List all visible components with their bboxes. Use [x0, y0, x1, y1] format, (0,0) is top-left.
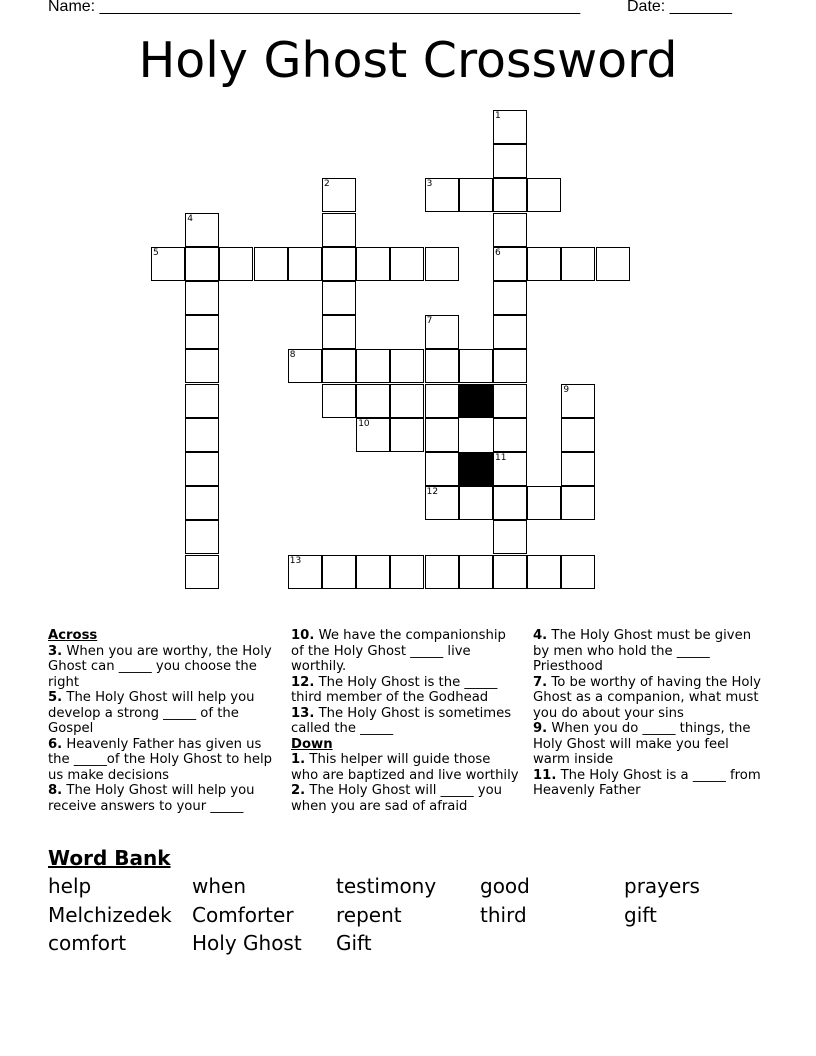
- word-bank-item: Melchizedek: [48, 903, 172, 927]
- grid-cell[interactable]: [322, 555, 356, 589]
- word-bank-item: prayers: [624, 874, 700, 898]
- clue-number: 2: [324, 179, 330, 190]
- grid-cell[interactable]: [185, 452, 219, 486]
- across-clue-12: 12. The Holy Ghost is the _____ third member of the Godhead: [291, 674, 498, 705]
- grid-cell[interactable]: [254, 247, 288, 281]
- grid-cell[interactable]: [390, 349, 424, 383]
- grid-cell[interactable]: [493, 144, 527, 178]
- grid-cell[interactable]: [185, 213, 219, 247]
- grid-cell[interactable]: [288, 247, 322, 281]
- grid-cell[interactable]: [288, 555, 322, 589]
- grid-cell[interactable]: [493, 247, 527, 281]
- grid-cell[interactable]: [425, 486, 459, 520]
- grid-cell[interactable]: [459, 178, 493, 212]
- grid-cell[interactable]: [596, 247, 630, 281]
- grid-cell[interactable]: [561, 418, 595, 452]
- word-bank-item: when: [192, 874, 247, 898]
- grid-cell[interactable]: [493, 486, 527, 520]
- grid-cell[interactable]: [185, 349, 219, 383]
- grid-cell[interactable]: [493, 418, 527, 452]
- grid-cell[interactable]: [493, 315, 527, 349]
- grid-cell[interactable]: [185, 418, 219, 452]
- word-bank-item: repent: [336, 903, 402, 927]
- clue-number: 11: [495, 453, 507, 463]
- grid-cell[interactable]: [322, 315, 356, 349]
- across-clue-13: 13. The Holy Ghost is sometimes called the _____: [291, 705, 512, 736]
- word-bank-item: Holy Ghost: [192, 931, 302, 955]
- grid-cell[interactable]: [493, 110, 527, 144]
- down-clue-11: 11. The Holy Ghost is a _____ from Heavenly Father: [533, 767, 761, 798]
- black-cell: [459, 384, 493, 418]
- grid-cell[interactable]: [390, 555, 424, 589]
- grid-cell[interactable]: [390, 384, 424, 418]
- clues-column-1: [48, 628, 278, 814]
- clues-column-2: [291, 628, 521, 814]
- clue-number: 4: [187, 213, 193, 224]
- grid-cell[interactable]: [493, 555, 527, 589]
- grid-cell[interactable]: [425, 384, 459, 418]
- grid-cell[interactable]: [493, 349, 527, 383]
- grid-cell[interactable]: [322, 247, 356, 281]
- word-bank-item: comfort: [48, 931, 127, 955]
- grid-cell[interactable]: [425, 452, 459, 486]
- grid-cell[interactable]: [356, 384, 390, 418]
- grid-cell[interactable]: [493, 178, 527, 212]
- clue-number: 1: [495, 111, 501, 121]
- across-clue-6: 6. Heavenly Father has given us the _____of the Holy Ghost to help us make decisions: [48, 736, 273, 783]
- grid-cell[interactable]: [425, 418, 459, 452]
- grid-cell[interactable]: [527, 247, 561, 281]
- down-heading: Down: [291, 736, 333, 752]
- grid-cell[interactable]: [151, 247, 185, 281]
- grid-cell[interactable]: [390, 247, 424, 281]
- across-clue-3: 3. When you are worthy, the Holy Ghost can _____ you choose the right: [48, 643, 272, 690]
- grid-cell[interactable]: [185, 281, 219, 315]
- word-bank-item: Comforter: [192, 903, 294, 927]
- word-bank-item: help: [48, 874, 92, 898]
- grid-cell[interactable]: [459, 349, 493, 383]
- grid-cell[interactable]: [561, 384, 595, 418]
- grid-cell[interactable]: [185, 555, 219, 589]
- grid-cell[interactable]: [493, 452, 527, 486]
- clue-number: 5: [153, 247, 159, 258]
- grid-cell[interactable]: [561, 247, 595, 281]
- grid-cell[interactable]: [288, 349, 322, 383]
- across-clue-8: 8. The Holy Ghost will help you receive answers to your _____: [48, 783, 255, 814]
- grid-cell[interactable]: [493, 384, 527, 418]
- grid-cell[interactable]: [185, 520, 219, 554]
- grid-cell[interactable]: [322, 384, 356, 418]
- grid-cell[interactable]: [425, 247, 459, 281]
- word-bank-item: testimony: [336, 874, 437, 898]
- grid-cell[interactable]: [425, 178, 459, 212]
- grid-cell[interactable]: [493, 281, 527, 315]
- grid-cell[interactable]: [459, 555, 493, 589]
- grid-cell[interactable]: [561, 555, 595, 589]
- grid-cell[interactable]: [425, 349, 459, 383]
- grid-cell[interactable]: [322, 281, 356, 315]
- grid-cell[interactable]: [561, 486, 595, 520]
- word-bank-item: good: [480, 874, 530, 898]
- clue-number: 6: [495, 247, 501, 258]
- grid-cell[interactable]: [493, 520, 527, 554]
- clues-column-3: [533, 628, 768, 799]
- grid-cell[interactable]: [459, 486, 493, 520]
- grid-cell[interactable]: [356, 247, 390, 281]
- across-clue-10: 10. We have the companionship of the Holy Ghost _____ live worthily.: [291, 628, 506, 674]
- grid-cell[interactable]: [185, 384, 219, 418]
- word-bank-title: Word Bank: [48, 846, 171, 870]
- word-bank-item: Gift: [336, 931, 372, 955]
- clue-number: 7: [426, 316, 433, 327]
- grid-cell[interactable]: [561, 452, 595, 486]
- down-clue-1: 1. This helper will guide those who are baptized and live worthily: [291, 752, 519, 783]
- grid-cell[interactable]: [356, 418, 390, 452]
- clue-number: 13: [289, 555, 302, 566]
- grid-cell[interactable]: [527, 486, 561, 520]
- black-cell: [459, 452, 493, 486]
- word-bank-item: third: [480, 903, 527, 927]
- date-field-label: Date: _______: [627, 0, 732, 15]
- across-clue-5: 5. The Holy Ghost will help you develop a strong _____ of the Gospel: [48, 690, 255, 736]
- grid-cell[interactable]: [322, 178, 356, 212]
- clue-number: 10: [358, 418, 370, 429]
- clue-number: 8: [289, 350, 296, 361]
- grid-cell[interactable]: [356, 555, 390, 589]
- grid-cell[interactable]: [185, 486, 219, 520]
- down-clue-4: 4. The Holy Ghost must be given by men who hold the _____ Priesthood: [533, 628, 752, 674]
- grid-cell[interactable]: [425, 555, 459, 589]
- grid-cell[interactable]: [322, 213, 356, 247]
- grid-cell[interactable]: [390, 418, 424, 452]
- down-clue-2: 2. The Holy Ghost will _____ you when you are sad of afraid: [291, 783, 502, 814]
- clue-number: 9: [563, 384, 570, 395]
- down-clue-7: 7. To be worthy of having the Holy Ghost as a companion, what must you do about your sins: [533, 674, 761, 721]
- grid-cell[interactable]: [493, 213, 527, 247]
- grid-cell[interactable]: [425, 315, 459, 349]
- grid-cell[interactable]: [527, 555, 561, 589]
- grid-cell[interactable]: [185, 315, 219, 349]
- clue-number: 3: [426, 179, 433, 190]
- page-title: Holy Ghost Crossword: [138, 32, 678, 89]
- clue-number: 12: [426, 487, 439, 498]
- word-bank-item: gift: [624, 903, 657, 927]
- grid-cell[interactable]: [527, 178, 561, 212]
- grid-cell[interactable]: [219, 247, 253, 281]
- down-clue-9: 9. When you do _____ things, the Holy Ghost will make you feel warm inside: [533, 721, 751, 767]
- grid-cell[interactable]: [322, 349, 356, 383]
- grid-cell[interactable]: [185, 247, 219, 281]
- across-heading: Across: [48, 628, 98, 643]
- grid-cell[interactable]: [356, 349, 390, 383]
- name-field-label: Name: ______________________________________________________: [48, 0, 581, 15]
